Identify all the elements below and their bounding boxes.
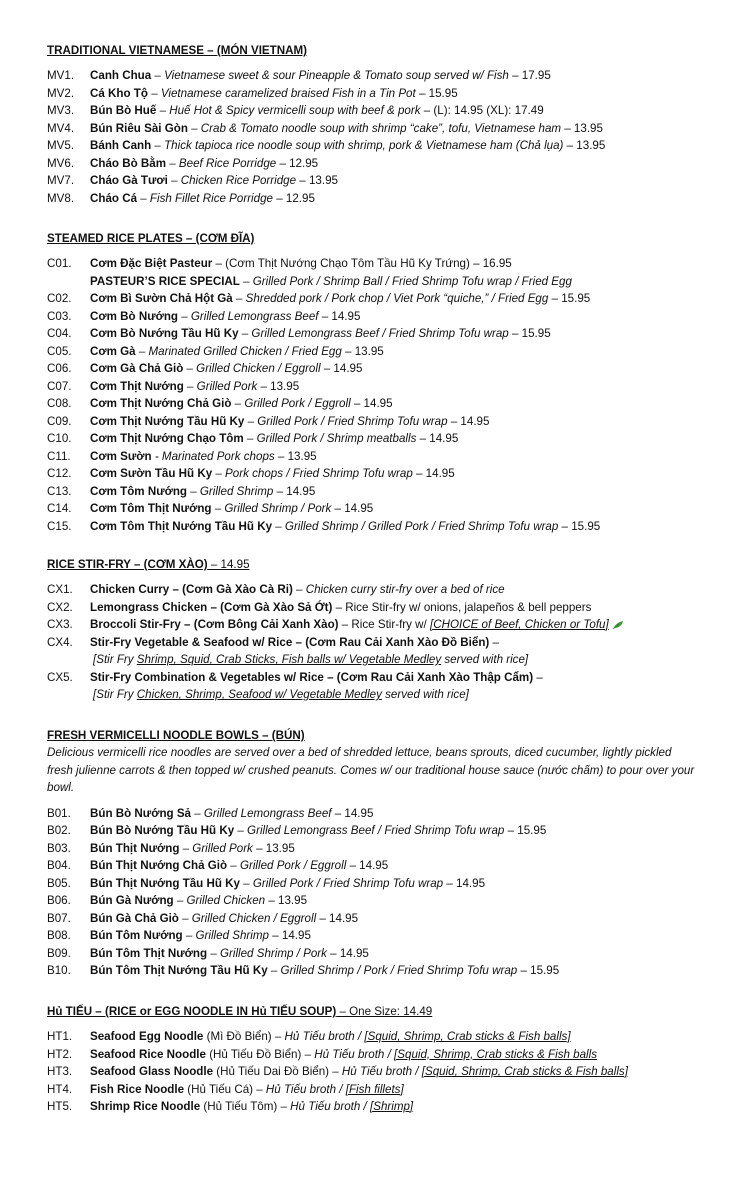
menu-item	[47, 634, 721, 652]
item-description: – Grilled Pork / Fried Shrimp Tofu wrap	[239, 876, 444, 890]
item-viet-name: – (Cơm Thịt Nướng Chạo Tôm Tầu Hũ Ky Trứng)	[212, 257, 470, 270]
item-description: – Huế Hot & Spicy vermicelli soup with beef & pork	[156, 104, 421, 117]
menu-item	[47, 500, 721, 518]
stirfry-heading-row	[47, 556, 721, 573]
item-description: – Hủ Tiếu broth /	[301, 1047, 395, 1061]
menu-item	[47, 172, 721, 190]
menu-item	[47, 395, 721, 413]
item-code: C09.	[47, 414, 72, 428]
item-name: PASTEUR’S RICE SPECIAL	[90, 274, 240, 288]
item-code: B07.	[47, 911, 71, 925]
item-code: B10.	[47, 964, 71, 977]
item-code: C10.	[47, 432, 72, 445]
menu-item	[47, 840, 721, 858]
item-code: HT5.	[47, 1100, 73, 1113]
item-code: C11.	[47, 449, 71, 463]
item-description: – Grilled Pork / Eggroll	[231, 397, 351, 410]
item-name: Cơm Gà Chả Giò	[90, 362, 184, 375]
item-name: Bún Gà Nướng	[90, 894, 174, 907]
item-description: – Grilled Pork / Shrimp Ball / Fried Shrimp Tofu wrap / Fried Egg	[239, 274, 572, 288]
item-description: – Grilled Shrimp / Pork	[207, 946, 327, 960]
item-description: – Hủ Tiếu broth /	[277, 1100, 370, 1113]
item-description: – Grilled Shrimp / Pork / Fried Shrimp Tofu wrap	[267, 964, 518, 977]
item-name: Cơm Tôm Thịt Nướng	[90, 502, 212, 515]
item-code: CX3.	[47, 618, 73, 631]
item-code: B06.	[47, 894, 71, 907]
item-code: C13.	[47, 484, 72, 498]
item-price: – 14.95	[346, 859, 389, 872]
bun-section	[47, 727, 721, 980]
item-name: Stir-Fry Vegetable & Seafood w/ Rice – (Cơm Rau Cải Xanh Xào Đồ Biển)	[90, 635, 490, 649]
item-price: – 13.95	[252, 841, 295, 855]
section-heading: RICE STIR-FRY – (CƠM XÀO)	[47, 558, 208, 571]
item-code: MV5.	[47, 139, 75, 152]
section-description: Delicious vermicelli rice noodles are served over a bed of shredded lettuce, beans sprouts, diced cucumber, lightly pickled fresh julienne carrots & then topped w/ crushed peanuts. Comes w/ our traditional house sauce (nước chấm) to pour over your bowl.	[47, 746, 695, 794]
item-code: C01.	[47, 257, 72, 270]
hutieu-heading-row	[47, 1003, 721, 1020]
menu-item	[47, 910, 721, 928]
item-code: HT4.	[47, 1082, 73, 1096]
item-description: – Grilled Pork	[179, 841, 253, 855]
item-code: B08.	[47, 929, 71, 942]
item-name: Cơm Gà	[90, 344, 136, 358]
item-name: Cơm Tôm Nướng	[90, 484, 188, 498]
item-code: MV4.	[47, 121, 75, 135]
item-price: – 14.95	[318, 309, 361, 323]
item-name: Cơm Thịt Nướng Chả Giò	[90, 397, 232, 410]
item-viet-name: (Mì Đồ Biển)	[203, 1030, 272, 1043]
menu-item	[47, 325, 721, 343]
item-name: Seafood Rice Noodle	[90, 1047, 206, 1061]
item-description: – Grilled Chicken	[173, 894, 266, 907]
item-description: – Chicken curry stir-fry over a bed of rice	[292, 583, 505, 596]
item-name: Cơm Thịt Nướng Tầu Hũ Ky	[90, 414, 245, 428]
item-dash: –	[489, 635, 499, 649]
item-description: – Grilled Shrimp / Grilled Pork / Fried Shrimp Tofu wrap	[272, 519, 559, 533]
item-code: B09.	[47, 946, 71, 960]
item-price: – 13.95	[341, 344, 384, 358]
section-heading: TRADITIONAL VIETNAMESE – (MÓN VIETNAM)	[47, 44, 308, 57]
menu-item	[47, 581, 721, 599]
item-price: – 13.95	[563, 139, 606, 152]
item-viet-name: (Hủ Tiếu Tôm)	[200, 1100, 278, 1113]
menu-item	[47, 120, 721, 138]
item-code: C06.	[47, 362, 72, 375]
item-price: – 17.95	[508, 69, 551, 82]
item-code: HT1.	[47, 1030, 73, 1043]
menu-item	[47, 137, 721, 155]
item-name: Bún Thịt Nướng Chả Giò	[90, 859, 228, 872]
item-name: Bún Tôm Thịt Nướng	[90, 946, 208, 960]
leaf-icon	[612, 620, 624, 630]
item-description: – Grilled Pork / Shrimp meatballs	[243, 432, 417, 445]
item-name: Stir-Fry Combination & Vegetables w/ Rice – (Cơm Rau Cải Xanh Xào Thập Cẩm)	[90, 670, 534, 684]
item-description: – Grilled Shrimp / Pork	[211, 502, 332, 515]
menu-item	[47, 518, 721, 536]
menu-item-subline	[47, 651, 721, 669]
item-code: C08.	[47, 397, 72, 410]
item-price: – 15.95	[558, 519, 601, 533]
item-viet-name: (Hủ Tiếu Dai Đồ Biển)	[213, 1065, 330, 1078]
item-price: – 14.95	[331, 806, 374, 820]
item-description: – Hủ Tiếu broth /	[253, 1082, 346, 1096]
item-description: – Rice Stir-fry w/	[338, 618, 431, 631]
item-price: – 14.95	[273, 484, 316, 498]
item-code: B03.	[47, 841, 71, 855]
menu-item	[47, 290, 721, 308]
menu-item	[47, 1028, 721, 1046]
item-price: – 14.95	[331, 502, 374, 515]
item-price: – 14.95	[412, 467, 455, 480]
item-price: – 14.95	[350, 397, 393, 410]
item-code: HT3.	[47, 1065, 73, 1078]
item-code: C14.	[47, 502, 72, 515]
item-name: Cơm Sườn	[90, 449, 152, 463]
item-price: – 13.95	[274, 449, 317, 463]
menu-item-subline	[47, 273, 721, 291]
sub-detail: Shrimp, Squid, Crab Sticks, Fish balls w/ Vegetable Medley	[136, 653, 442, 666]
item-code: MV2.	[47, 86, 75, 100]
item-name: Cháo Gà Tươi	[90, 174, 168, 187]
steamed-section	[47, 230, 721, 535]
item-price: – 14.95	[416, 432, 459, 445]
menu-item	[47, 360, 721, 378]
item-price: – 12.95	[276, 156, 319, 170]
item-description: – Vietnamese caramelized braised Fish in a Tin Pot	[147, 86, 416, 100]
section-heading: FRESH VERMICELLI NOODLE BOWLS – (BÚN)	[47, 729, 305, 742]
menu-item	[47, 430, 721, 448]
item-name: Cháo Cá	[90, 191, 138, 205]
section-price: – 14.95	[207, 558, 250, 571]
hutieu-section	[47, 1003, 721, 1116]
menu-item	[47, 599, 721, 617]
item-price: – 15.95	[415, 86, 458, 100]
menu-item	[47, 378, 721, 396]
item-price: – 14.95	[316, 911, 359, 925]
menu-item	[47, 962, 721, 980]
item-description: – Grilled Pork / Eggroll	[227, 859, 347, 872]
item-name: Cơm Bò Nướng	[90, 309, 178, 323]
item-name: Broccoli Stir-Fry – (Cơm Bông Cải Xanh Xào)	[90, 618, 339, 631]
item-name: Cơm Thịt Nướng Chạo Tôm	[90, 432, 244, 445]
menu-item	[47, 465, 721, 483]
item-description: – Grilled Lemongrass Beef / Fried Shrimp Tofu wrap	[238, 327, 509, 340]
menu-item	[47, 308, 721, 326]
menu-item	[47, 343, 721, 361]
menu-list	[47, 290, 721, 535]
menu-item	[47, 945, 721, 963]
menu-item	[47, 85, 721, 103]
section-size-price: – One Size: 14.49	[336, 1005, 433, 1018]
item-code: C15.	[47, 519, 72, 533]
item-price: – 13.95	[257, 379, 300, 393]
menu-item	[47, 67, 721, 85]
item-name: Bún Riêu Sài Gòn	[90, 121, 188, 135]
menu-item	[47, 1081, 721, 1099]
item-code: C05.	[47, 344, 72, 358]
item-description: – Hủ Tiếu broth /	[329, 1065, 422, 1078]
item-price: – 14.95	[326, 946, 369, 960]
item-description: – Grilled Chicken / Eggroll	[178, 911, 317, 925]
menu-item	[47, 155, 721, 173]
item-description: – Pork chops / Fried Shrimp Tofu wrap	[212, 467, 413, 480]
menu-item	[47, 927, 721, 945]
item-code: B01.	[47, 806, 71, 820]
item-price: – 14.95	[443, 876, 486, 890]
item-detail: [Squid, Shrimp, Crab sticks & Fish balls]	[364, 1030, 571, 1043]
item-code: CX2.	[47, 600, 73, 614]
item-name: Canh Chua	[90, 69, 152, 82]
item-description: – Grilled Shrimp	[182, 929, 269, 942]
item-name: Bún Thịt Nướng	[90, 841, 180, 855]
item-viet-name: (Hủ Tiếu Đồ Biển)	[205, 1047, 302, 1061]
item-name: Bánh Canh	[90, 139, 152, 152]
sub-close: served with rice]	[381, 688, 469, 701]
item-price: – 13.95	[296, 174, 338, 187]
item-name: Lemongrass Chicken – (Cơm Gà Xào Sả Ớt)	[90, 600, 333, 614]
menu-item	[47, 255, 721, 273]
item-price: – 13.95	[561, 121, 603, 135]
item-name: Cơm Bò Nướng Tầu Hũ Ky	[90, 327, 239, 340]
item-description: – Grilled Chicken / Eggroll	[183, 362, 321, 375]
item-name: Cơm Bì Sườn Chả Hột Gà	[90, 292, 233, 305]
item-price: – 14.95	[320, 362, 363, 375]
item-description: – Thick tapioca rice noodle soup with shrimp, pork & Vietnamese ham (Chả lụa)	[151, 139, 564, 152]
item-name: Cháo Bò Bằm	[90, 156, 167, 170]
item-name: Bún Thịt Nướng Tầu Hũ Ky	[90, 876, 240, 890]
item-price: – (L): 14.95 (XL): 17.49	[420, 104, 544, 117]
menu-item	[47, 669, 721, 687]
item-name: Cơm Tôm Thịt Nướng Tầu Hũ Ky	[90, 519, 273, 533]
item-price: – 15.95	[508, 327, 551, 340]
item-description: – Grilled Lemongrass Beef / Fried Shrimp Tofu wrap	[234, 824, 505, 837]
item-detail: [Fish fillets]	[345, 1082, 404, 1096]
item-code: B04.	[47, 859, 71, 872]
item-code: C02.	[47, 292, 72, 305]
menu-item	[47, 1098, 721, 1116]
menu-item	[47, 875, 721, 893]
menu-item	[47, 616, 721, 634]
item-name: Bún Bò Huế	[90, 104, 157, 117]
menu-item	[47, 448, 721, 466]
item-name: Seafood Egg Noodle	[90, 1030, 204, 1043]
item-name: Fish Rice Noodle	[90, 1082, 185, 1096]
sub-close: served with rice]	[441, 653, 529, 666]
item-name: Seafood Glass Noodle	[90, 1065, 214, 1078]
item-code: MV6.	[47, 156, 75, 170]
sub-detail: Chicken, Shrimp, Seafood w/ Vegetable Medley	[136, 688, 382, 701]
item-name: Cơm Thịt Nướng	[90, 379, 184, 393]
item-name: Bún Tôm Thịt Nướng Tầu Hũ Ky	[90, 964, 268, 977]
item-description: – Chicken Rice Porridge	[167, 174, 297, 187]
sub-open: [Stir Fry	[93, 688, 137, 701]
item-name: Chicken Curry – (Cơm Gà Xào Cà Ri)	[90, 583, 293, 596]
menu-item-subline	[47, 686, 721, 704]
item-code: CX4.	[47, 635, 73, 649]
menu-item	[47, 822, 721, 840]
item-detail: [Squid, Shrimp, Crab sticks & Fish balls	[394, 1047, 598, 1061]
item-price: – 16.95	[469, 257, 512, 270]
item-description: – Beef Rice Porridge	[166, 156, 277, 170]
item-code: HT2.	[47, 1047, 73, 1061]
item-price: – 14.95	[268, 929, 311, 942]
item-detail: [Squid, Shrimp, Crab sticks & Fish balls]	[421, 1065, 628, 1078]
menu-item	[47, 1046, 721, 1064]
item-code: CX1.	[47, 583, 73, 596]
item-description: – Rice Stir-fry w/ onions, jalapeños & bell peppers	[332, 600, 592, 614]
item-description: – Fish Fillet Rice Porridge	[137, 191, 273, 205]
item-code: C12.	[47, 467, 72, 480]
item-price: – 12.95	[272, 191, 315, 205]
item-price: – 14.95	[447, 414, 490, 428]
item-code: C07.	[47, 379, 72, 393]
item-price: – 15.95	[548, 292, 591, 305]
sub-open: [Stir Fry	[93, 653, 137, 666]
section-heading: Hủ TIẾU – (RICE or EGG NOODLE IN Hủ TIẾU SOUP)	[47, 1005, 337, 1018]
menu-item	[47, 102, 721, 120]
item-code: MV3.	[47, 104, 75, 117]
menu-list	[47, 805, 721, 980]
item-code: B02.	[47, 824, 71, 837]
item-name: Bún Tôm Nướng	[90, 929, 183, 942]
item-description: – Crab & Tomato noodle soup with shrimp “cake”, tofu, Vietnamese ham	[187, 121, 562, 135]
menu-item	[47, 857, 721, 875]
item-viet-name: (Hủ Tiếu Cá)	[184, 1082, 254, 1096]
item-description: – Grilled Lemongrass Beef	[191, 806, 332, 820]
item-description: – Vietnamese sweet & sour Pineapple & Tomato soup served w/ Fish	[151, 69, 509, 82]
item-name: Bún Gà Chả Giò	[90, 911, 179, 925]
menu-item	[47, 892, 721, 910]
section-heading: STEAMED RICE PLATES – (CƠM ĐĨA)	[47, 232, 255, 245]
item-code: MV8.	[47, 191, 75, 205]
item-name: Cơm Sườn Tầu Hũ Ky	[90, 467, 213, 480]
menu-list	[47, 67, 721, 207]
item-description: – Hủ Tiếu broth /	[271, 1030, 365, 1043]
item-description: – Grilled Pork / Fried Shrimp Tofu wrap	[244, 414, 448, 428]
menu-item	[47, 1063, 721, 1081]
item-code: C04.	[47, 327, 72, 340]
item-name: Bún Bò Nướng Tầu Hũ Ky	[90, 824, 235, 837]
stirfry-section	[47, 556, 721, 704]
item-code: B05.	[47, 876, 71, 890]
item-description: – Grilled Shrimp	[187, 484, 274, 498]
item-name: Cá Kho Tộ	[90, 86, 148, 100]
item-dash: –	[533, 670, 543, 684]
item-code: CX5.	[47, 670, 73, 684]
menu-item	[47, 190, 721, 208]
item-description: – Grilled Pork	[183, 379, 258, 393]
item-code: MV1.	[47, 69, 75, 82]
item-price: – 15.95	[517, 964, 560, 977]
item-name: Bún Bò Nướng Sả	[90, 806, 192, 820]
item-description: – Grilled Lemongrass Beef	[178, 309, 319, 323]
item-price: – 13.95	[265, 894, 308, 907]
menu-item	[47, 805, 721, 823]
item-description: – Shredded pork / Pork chop / Viet Pork “quiche,” / Fried Egg	[232, 292, 549, 305]
item-choice: [CHOICE of Beef, Chicken or Tofu]	[430, 618, 609, 631]
item-detail: [Shrimp]	[369, 1100, 414, 1113]
item-code: C03.	[47, 309, 72, 323]
item-price: – 15.95	[504, 824, 547, 837]
menu-list	[47, 1028, 721, 1116]
item-description: – Marinated Grilled Chicken / Fried Egg	[135, 344, 342, 358]
item-name: Shrimp Rice Noodle	[90, 1100, 201, 1113]
menu-item	[47, 413, 721, 431]
traditional-section	[47, 42, 721, 207]
item-description: - Marinated Pork chops	[151, 449, 275, 463]
menu-item	[47, 483, 721, 501]
item-name: Cơm Đặc Biệt Pasteur	[90, 257, 213, 270]
item-code: MV7.	[47, 174, 75, 187]
